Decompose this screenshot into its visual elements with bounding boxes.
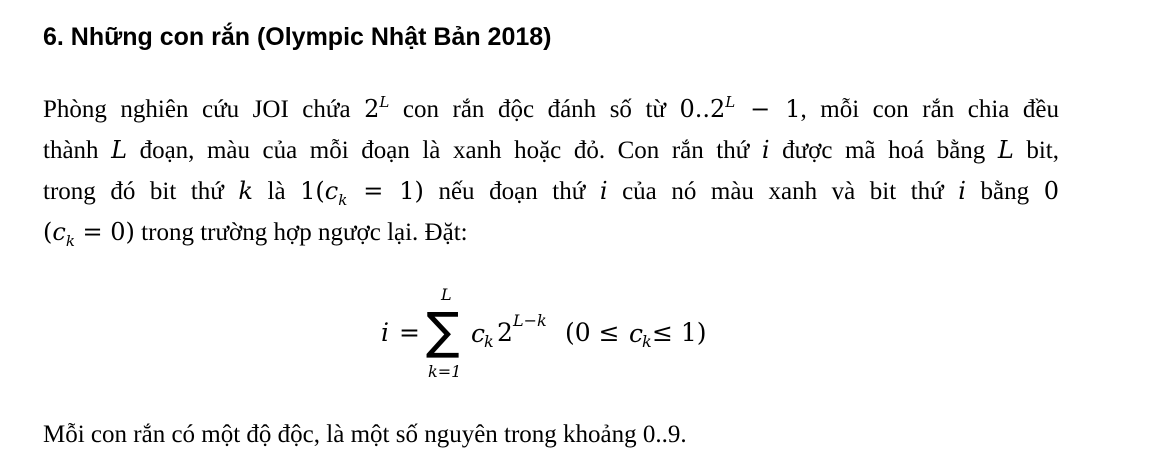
math-open-paren: ( [43,218,53,246]
math-subscript-k: k [338,191,348,209]
math-var-i: i [958,177,966,205]
math-var-L: L [997,136,1014,164]
summation-sign: ∑ [426,302,460,360]
math-one-paren: 1( [300,177,325,205]
text-run: bằng [965,178,1044,205]
math-subscript-k: k [65,232,75,250]
text-run: , mỗi con rắn chia đều [800,96,1060,123]
formula-lhs-i: i [381,318,389,347]
text-run: trong đó bit thứ [43,178,239,205]
text-run: trong trường hợp ngược lại. Đặt: [134,219,468,246]
sum-lower-limit: k=1 [428,362,462,381]
math-range: 0.. [679,95,711,123]
paragraph-line-3 [43,171,1059,212]
math-var-i: i [761,136,770,164]
text-run: đoạn, màu của mỗi đoạn là xanh hoặc đỏ. Con rắn thứ [127,137,762,164]
intro-paragraph [43,89,1059,253]
math-equals-one: = 1) [347,177,424,205]
math-exponent-L: L [725,93,736,111]
math-var-c: c [52,218,66,246]
formula-term-exponent: L−k [513,311,547,330]
text-run: được mã hoá bằng [769,137,998,164]
text-run: thành [43,137,112,164]
math-minus-one: − 1 [735,95,801,123]
formula-term-two: 2 [497,318,513,347]
formula-condition-open: (0 ≤ [565,318,620,347]
math-var-k: k [238,177,253,205]
math-two: 2 [364,95,380,123]
text-run: nếu đoạn thứ [423,178,600,205]
closing-paragraph [43,414,1059,455]
math-var-i: i [599,177,608,205]
paragraph-line-4 [43,212,1059,253]
math-equals-zero: = 0) [74,218,135,246]
math-exponent-L: L [379,93,390,111]
formula-equals: = [399,318,420,347]
text-run: là [252,178,301,205]
text-run: bit, [1013,137,1059,164]
math-two: 2 [710,95,726,123]
section-heading: 6. Những con rắn (Olympic Nhật Bản 2018) [43,23,552,51]
text-run: Phòng nghiên cứu JOI chứa [43,96,365,123]
formula-condition-close: ≤ 1) [652,318,707,347]
math-var-L: L [111,136,128,164]
formula-condition-subscript: k [642,332,652,351]
formula-term-c: c [471,319,486,348]
math-zero: 0 [1043,177,1059,205]
text-run: con rắn độc đánh số từ [389,96,680,123]
math-var-c: c [324,177,339,205]
text-run: của nó màu xanh và bit thứ [607,178,959,205]
formula-term-c-subscript: k [484,332,494,351]
paragraph-line-5: Mỗi con rắn có một độ độc, là một số nguyên trong khoảng 0..9. [43,421,687,448]
formula-condition-c: c [629,319,644,348]
paragraph-line-1 [43,89,1059,130]
sum-upper-limit: L [441,285,452,304]
paragraph-line-2 [43,130,1059,171]
